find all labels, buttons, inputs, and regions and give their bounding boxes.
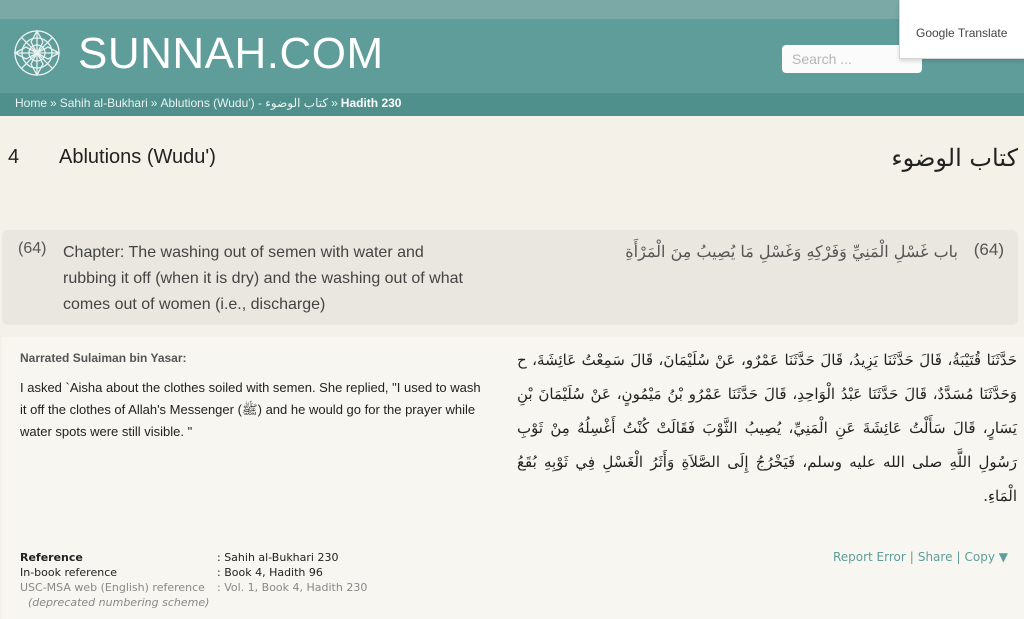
breadcrumb-current: Hadith 230 <box>340 96 402 110</box>
deprecated-note: (deprecated numbering scheme) <box>28 596 210 609</box>
reference-value: : Sahih al-Bukhari 230 <box>217 551 339 564</box>
usc-reference-label: USC-MSA web (English) reference <box>20 581 205 594</box>
breadcrumb-separator: » <box>50 96 57 110</box>
book-number: 4 <box>8 146 20 168</box>
chapter-title-en: Chapter: The washing out of semen with water and rubbing it off (when it is dry) and the washing out of what comes out of women (i.e., discharge) <box>63 244 463 313</box>
breadcrumb-dash: - <box>254 96 266 110</box>
chapter-number: (64) <box>18 240 47 257</box>
report-error-link[interactable]: Report Error <box>832 550 906 564</box>
breadcrumb-collection[interactable]: Sahih al-Bukhari <box>59 96 148 110</box>
action-separator: | <box>909 550 914 564</box>
google-translate-widget[interactable] <box>899 0 1024 59</box>
chapter-number-ar: (64) <box>973 240 1004 259</box>
site-name[interactable]: SUNNAH.COM <box>78 29 384 78</box>
breadcrumb-book-ar[interactable]: كتاب الوضوء <box>265 96 329 110</box>
google-translate-label: Google Translate <box>916 26 1008 40</box>
hadith-text-ar: حَدَّثَنَا قُتَيْبَةُ، قَالَ حَدَّثَنَا يَزِيدُ، قَالَ حَدَّثَنَا عَمْرٌو، عَنْ سُلَيْمَانَ، قَالَ سَمِعْتُ عَائِشَةَ، ح وَحَدَّثَنَا مُسَدَّدٌ، قَالَ حَدَّثَنَا عَبْدُ الْوَاحِدِ، قَالَ حَدَّثَنَا عَمْرُو بْنُ مَيْمُونٍ، عَنْ سُلَيْمَانَ بْنِ يَسَارٍ، قَالَ سَأَلْتُ عَائِشَةَ عَنِ الْمَنِيِّ، يُصِيبُ الثَّوْبَ فَقَالَتْ كُنْتُ أَغْسِلُهُ مِنْ ثَوْبِ رَسُولِ اللَّهِ صلى الله عليه وسلم، فَيَخْرُجُ إِلَى الصَّلاَةِ وَأَثَرُ الْغَسْلِ فِي ثَوْبِهِ بُقَعُ الْمَاءِ. <box>517 351 1017 505</box>
usc-reference-value: : Vol. 1, Book 4, Hadith 230 <box>217 581 368 594</box>
inbook-reference-value: : Book 4, Hadith 96 <box>217 566 323 579</box>
breadcrumb-book-en[interactable]: Ablutions (Wudu') <box>160 96 255 110</box>
top-strip <box>0 0 1024 19</box>
inbook-reference-label: In-book reference <box>20 566 118 579</box>
hadith-text-en: I asked `Aisha about the clothes soiled with semen. She replied, "I used to wash it off the clothes of Allah's Messenger (ﷺ) and he would go for the prayer while water spots were still visible. " <box>20 380 481 439</box>
hadith-container <box>2 337 1024 619</box>
breadcrumb-separator: » <box>150 96 158 110</box>
hadith-actions <box>833 550 1008 564</box>
breadcrumb <box>15 96 401 110</box>
breadcrumb-separator: » <box>331 96 338 110</box>
book-title-ar: كتاب الوضوء <box>891 144 1018 172</box>
action-separator: | <box>956 550 961 564</box>
book-title-en: Ablutions (Wudu') <box>59 146 216 168</box>
share-link[interactable]: Share <box>917 550 953 564</box>
breadcrumb-home[interactable]: Home <box>15 96 48 110</box>
sunnah-logo-icon[interactable] <box>12 28 62 78</box>
reference-label: Reference <box>20 551 83 564</box>
chapter-box <box>2 230 1018 325</box>
hadith-narrator: Narrated Sulaiman bin Yasar: <box>20 351 187 365</box>
chapter-title-ar: باب غَسْلِ الْمَنِيِّ وَفَرْكِهِ وَغَسْلِ مَا يُصِيبُ مِنَ الْمَرْأَةِ <box>625 242 958 261</box>
copy-dropdown[interactable]: Copy ▼ <box>964 550 1008 564</box>
